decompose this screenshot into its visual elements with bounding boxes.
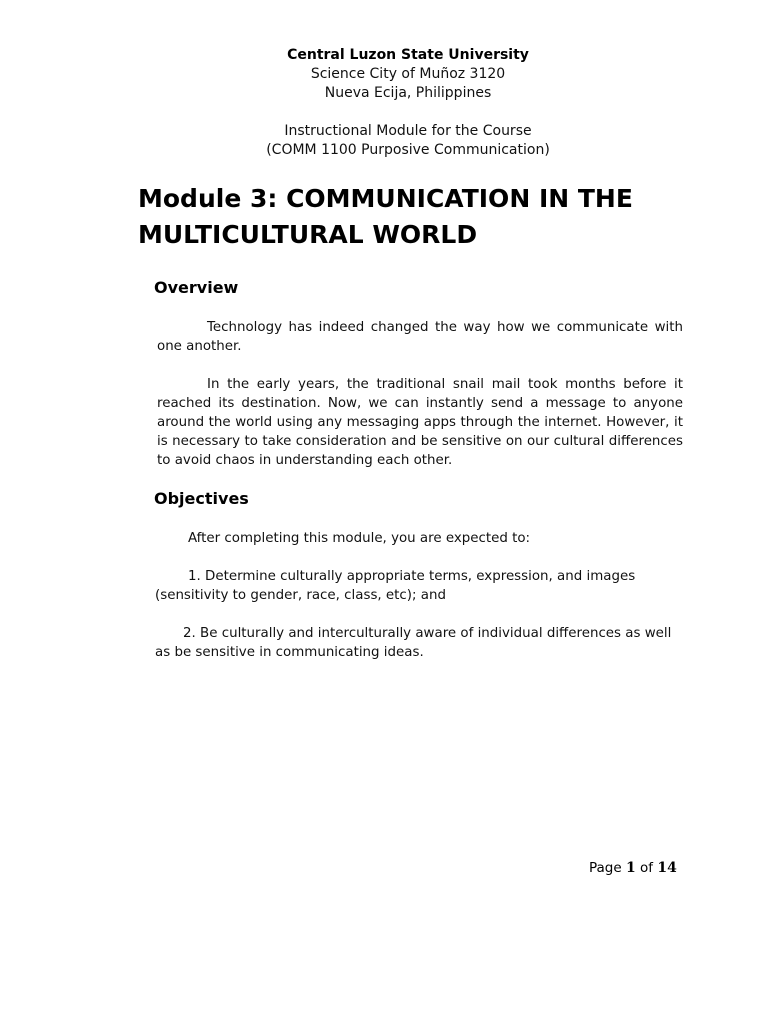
overview-paragraph-2: In the early years, the traditional snail mail took months before it reached its destination. Now, we can instantly send a message to anyone around the world using any messaging apps through the internet. However, it is necessary to take consideration and be sensitive on our cultural differences to avoid chaos in understanding each other. [157,377,683,468]
module-for-line: Instructional Module for the Course [284,123,532,139]
module-title [138,181,698,253]
overview-paragraph-1: Technology has indeed changed the way how we communicate with one another. [157,320,683,354]
page-label: Page [589,860,622,876]
course-line: (COMM 1100 Purposive Communication) [266,142,550,158]
document-header [0,46,768,160]
current-page: 1 [625,860,636,876]
objective-item-1: 1. Determine culturally appropriate terms, expression, and images (sensitivity to gender, race, class, etc); and [155,569,636,603]
objective-item-2: 2. Be culturally and interculturally aware of individual differences as well as be sensitive in communicating ideas. [155,626,672,660]
of-label: of [640,860,654,876]
page-number [589,860,677,876]
module-title-line-2: MULTICULTURAL WORLD [138,220,478,249]
address-line-1: Science City of Muñoz 3120 [310,66,506,82]
objectives-heading: Objectives [154,489,249,508]
objectives-intro: After completing this module, you are expected to: [188,531,531,546]
university-name: Central Luzon State University [287,47,529,63]
module-title-line-1: Module 3: COMMUNICATION IN THE [138,184,633,213]
overview-heading: Overview [154,278,239,297]
total-pages: 14 [657,860,677,876]
address-line-2: Nueva Ecija, Philippines [324,85,492,101]
